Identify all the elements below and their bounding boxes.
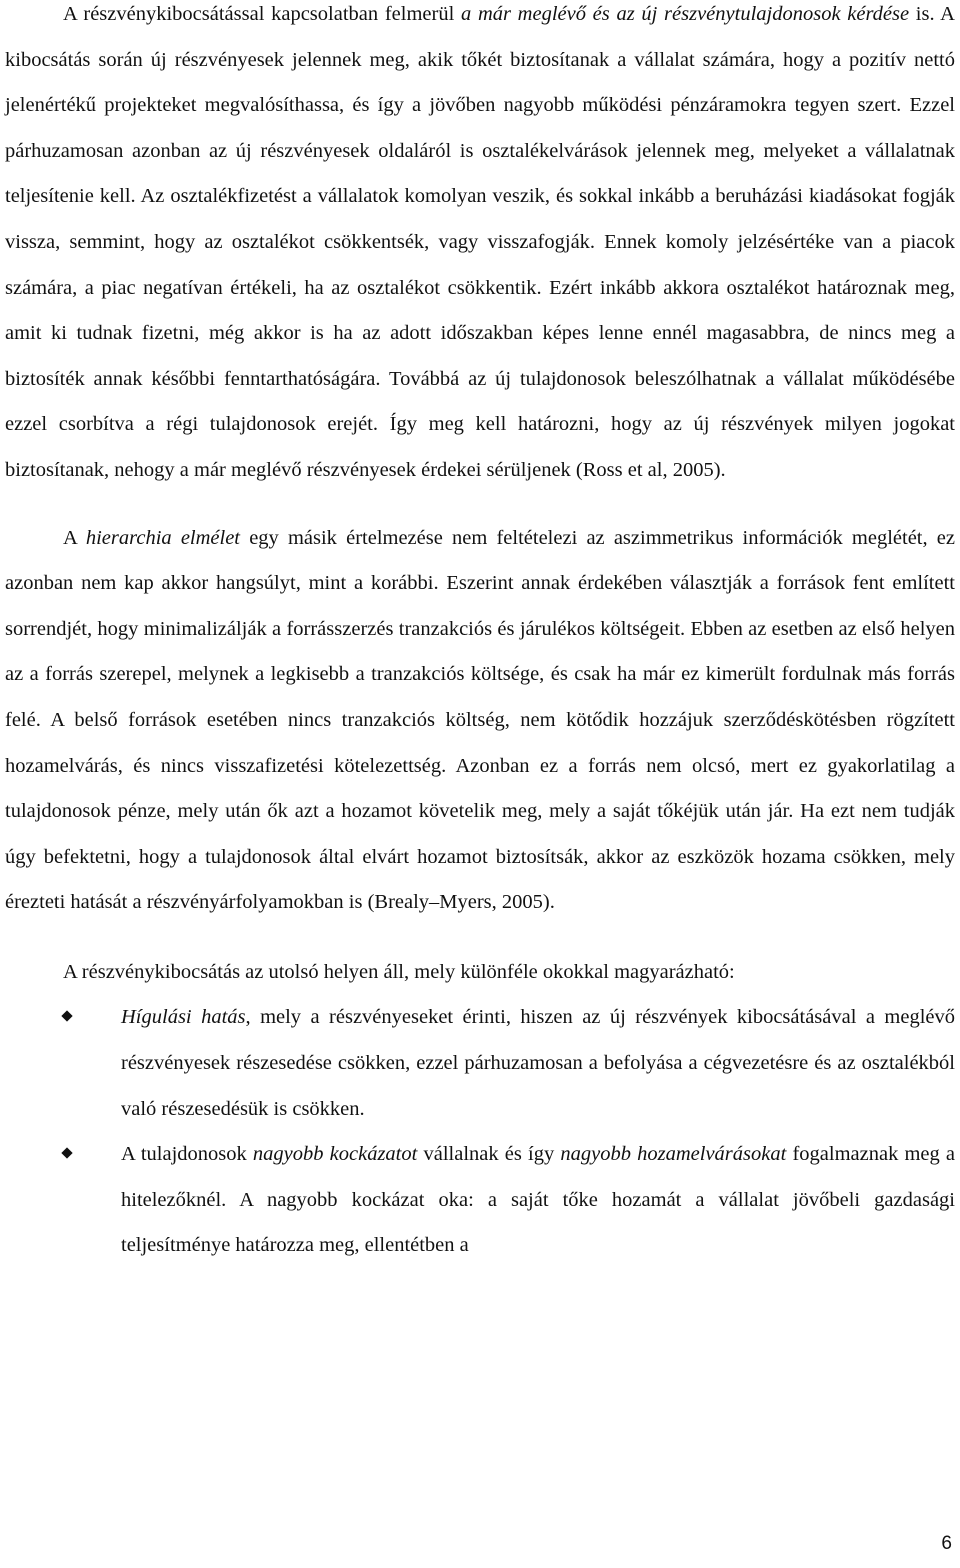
body-paragraph: A részvénykibocsátás az utolsó helyen áll, mely különféle okokkal magyarázható: [63, 960, 735, 983]
body-paragraph: A hierarchia elmélet egy másik értelmezése nem feltételezi az aszimmetrikus információk meglétét, ez azonban nem kap akkor hangsúlyt, mint a korábbi. Eszerint annak érdekében választják a források fent említett sorrendjét, hogy minimalizálják a forrásszerzés tranzakciós és járulékos költségeit. Ebben az esetben az első helyen az a forrás szerepel, melynek a legkisebb a tranzakciós költsége, és csak ha már ez kimerült fordulnak más forrás felé. A belső források esetében nincs tranzakciós költség, nem kötődik hozzájuk szerződéskötésben rögzített hozamelvárás, és nincs visszafizetési kötelezettség. Azonban ez a forrás nem olcsó, mert ez gyakorlatilag a tulajdonosok pénze, mely után ők azt a hozamot követelik meg, mely a saját tőkéjük után jár. Ha ezt nem tudják úgy befektetni, hogy a tulajdonosok által elvárt hozamot biztosítsák, akkor az eszközök hozama csökken, mely érezteti hatását a részvényárfolyamokban is (Brealy–Myers, 2005). [5, 526, 955, 914]
italic-emphasis: nagyobb hozamelvárásokat [560, 1143, 787, 1166]
bullet-text: A tulajdonosok nagyobb kockázatot vállalnak és így nagyobb hozamelvárásokat fogalmaznak meg a hitelezőknél. A nagyobb kockázat oka: a saját tőke hozamát a vállalat jövőbeli gazdasági teljesítménye határozza meg, ellentétben a [121, 1143, 956, 1257]
diamond-bullet-icon [61, 1148, 72, 1159]
italic-emphasis: a már meglévő és az új részvénytulajdonosok kérdése [460, 3, 910, 25]
bullet-item [5, 995, 955, 1132]
bullet-item [5, 1132, 955, 1269]
italic-emphasis: Hígulási hatás [121, 1006, 246, 1029]
italic-emphasis: hierarchia elmélet [85, 526, 241, 549]
diamond-bullet-icon [61, 1011, 72, 1022]
bullet-list [5, 995, 955, 1269]
page-number: 6 [941, 1533, 952, 1554]
body-paragraph: A részvénykibocsátással kapcsolatban felmerül a már meglévő és az új részvénytulajdonosok kérdése is. A kibocsátás során új részvényesek jelennek meg, akik tőkét biztosítanak a vállalat számára, hogy a pozitív nettó jelenértékű projekteket megvalósíthassa, és így a jövőben nagyobb működési pénzáramokra tegyen szert. Ezzel párhuzamosan azonban az új részvényesek oldaláról is osztalékelvárások jelennek meg, melyeket a vállalatnak teljesítenie kell. Az osztalékfizetést a vállalatok komolyan veszik, és sokkal inkább a beruházási kiadásokat fogják vissza, semmint, hogy az osztalékot csökkentsék, vagy visszafogják. Ennek komoly jelzésértéke van a piacok számára, a piac negatívan értékeli, ha az osztalékot csökkentik. Ezért inkább akkora osztalékot határoznak meg, amit ki tudnak fizetni, még akkor is ha az adott időszakban képes lenne ennél magasabbra, de nincs meg a biztosíték annak későbbi fenntarthatóságára. Továbbá az új tulajdonosok beleszólhatnak a vállalat működésébe ezzel csorbítva a régi tulajdonosok erejét. Így meg kell határozni, hogy az új részvények milyen jogokat biztosítanak, nehogy a már meglévő részvényesek érdekei sérüljenek (Ross et al, 2005). [5, 3, 955, 481]
document-page [5, 0, 955, 1269]
bullet-text: Hígulási hatás, mely a részvényeseket érinti, hiszen az új részvények kibocsátásával a meglévő részvényesek részesedése csökken, ezzel párhuzamosan a befolyása a cégvezetésre és az osztalékból való részesedésük is csökken. [121, 1006, 955, 1120]
italic-emphasis: nagyobb kockázatot [252, 1143, 418, 1166]
